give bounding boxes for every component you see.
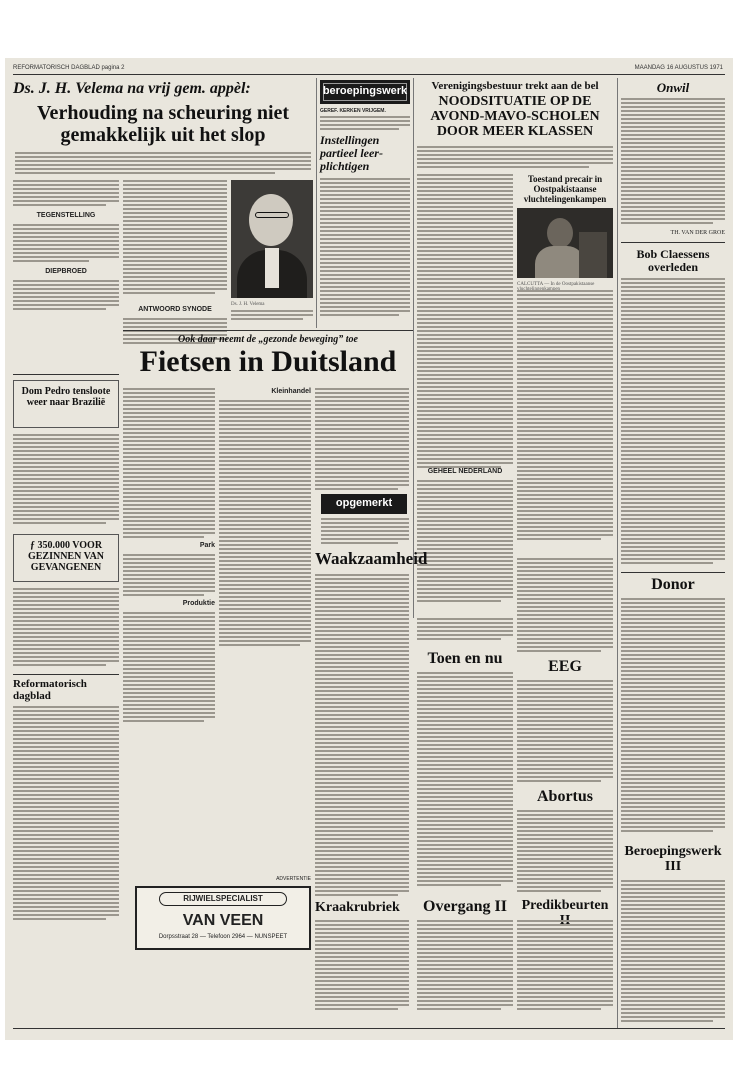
mavo-continued xyxy=(417,618,513,642)
newspaper-page xyxy=(5,58,733,1040)
velema-body-col2 xyxy=(123,180,227,296)
column5-top-text xyxy=(517,558,613,654)
fietsen-subheading-produktie: Produktie xyxy=(182,600,215,607)
dompedro-body xyxy=(13,434,119,526)
velema-kicker: Ds. J. H. Velema na vrij gem. appèl: xyxy=(13,80,251,97)
colophon-title: Reformatorisch dagblad xyxy=(13,678,87,702)
fietsen-body-col2 xyxy=(219,400,311,648)
velema-headline: Verhouding na scheuring niet gemakkelijk uit het slop xyxy=(36,102,290,146)
kraakrubriek-headline: Kraakrubriek xyxy=(315,900,400,915)
toenennu-body xyxy=(417,672,513,888)
mavo-body-col1 xyxy=(417,174,513,470)
onwil-body xyxy=(621,98,725,226)
velema-bottom-rule xyxy=(13,374,119,375)
claessens-headline: Bob Claessens overleden xyxy=(636,247,710,274)
velema-caption: Ds. J. H. Velema xyxy=(231,302,265,307)
header-rule xyxy=(13,74,725,75)
velema-subheading-antwoord: ANTWOORD SYNODE xyxy=(138,306,212,313)
mavo-body-col1b xyxy=(417,480,513,604)
oostpakistan-body xyxy=(517,290,613,542)
predikbeurten-headline: Predikbeurten xyxy=(521,898,609,913)
overgang-body xyxy=(417,920,513,1012)
eeg-body xyxy=(517,680,613,784)
dompedro-headline: Dom Pedro tensloote weer naar Brazilië xyxy=(21,386,111,408)
beroepingswerk-body xyxy=(320,178,410,318)
page-header-left: REFORMATORISCH DAGBLAD pagina 2 xyxy=(13,65,125,71)
opgemerkt-logo-text: opgemerkt xyxy=(335,497,393,509)
abortus-body xyxy=(517,810,613,894)
kraakrubriek-body xyxy=(315,920,409,1012)
donor-body xyxy=(621,598,725,834)
fietsen-body-col1c xyxy=(123,612,215,724)
fietsen-body-col1b xyxy=(123,554,215,598)
velema-body-col1c xyxy=(13,280,119,312)
fietsen-kicker: Ook daar neemt de „gezonde beweging” toe xyxy=(178,334,358,345)
toenennu-headline: Toen en nu xyxy=(427,650,503,667)
onwil-rule xyxy=(621,242,725,243)
beroepingswerk3-headline: Beroepingswerk III xyxy=(624,844,722,874)
onwil-title: Onwil xyxy=(656,80,690,95)
mavo-intro xyxy=(417,146,613,170)
gezinnen-headline: ƒ 350.000 VOOR GEZINNEN VAN GEVANGENEN xyxy=(27,540,105,573)
column-divider-3 xyxy=(617,78,618,1028)
velema-body-col1 xyxy=(13,180,119,208)
colophon-rule xyxy=(13,674,119,675)
fietsen-body-col1 xyxy=(123,388,215,540)
velema-caption-text xyxy=(231,310,313,322)
gezinnen-body xyxy=(13,588,119,668)
beroepingswerk-title: Instellingen partieel leer-plichtigen xyxy=(320,133,383,173)
oostpakistan-caption: CALCUTTA — In de Oostpakistaanse xyxy=(517,282,595,287)
opgemerkt-intro xyxy=(321,518,409,546)
van-veen-ad xyxy=(135,886,311,950)
advertisement-label: ADVERTENTIE xyxy=(276,876,311,882)
velema-body-col1b xyxy=(13,224,119,264)
velema-subheading-tegenstelling: TEGENSTELLING xyxy=(36,212,96,219)
overgang-headline: Overgang II xyxy=(423,898,507,915)
mavo-kicker: Verenigingsbestuur trekt aan de bel xyxy=(431,80,599,92)
page-bottom-rule xyxy=(13,1028,725,1029)
fietsen-headline: Fietsen in Duitsland xyxy=(139,345,397,378)
beroepingswerk3-body xyxy=(621,880,725,1024)
abortus-headline: Abortus xyxy=(536,788,593,805)
colophon-body xyxy=(13,706,119,922)
velema-portrait xyxy=(231,180,313,298)
opgemerkt-logo xyxy=(321,494,407,514)
fietsen-top-rule xyxy=(123,330,413,331)
ad-address: Dorpsstraat 28 — Telefoon 2964 — NUNSPEET xyxy=(158,934,288,940)
beroepingswerk-logo xyxy=(320,80,410,104)
fietsen-body-col3 xyxy=(315,388,409,492)
oostpakistan-photo xyxy=(517,208,613,278)
beroepingswerk-list xyxy=(320,116,410,132)
fietsen-subheading-kleinhandel: Kleinhandel xyxy=(271,388,311,395)
predikbeurten-body xyxy=(517,920,613,1012)
column-divider-2 xyxy=(413,78,414,618)
beroepingswerk-logo-text: beroepingswerk xyxy=(322,85,408,97)
donor-headline: Donor xyxy=(651,576,695,593)
velema-intro-text xyxy=(15,152,311,176)
velema-subheading-diepbroed: DIEPBROED xyxy=(45,268,87,275)
column-divider-1 xyxy=(316,78,317,328)
waakzaamheid-headline: Waakzaamheid xyxy=(315,549,428,568)
mavo-subheading: GEHEEL NEDERLAND xyxy=(427,468,503,475)
ad-name: VAN VEEN xyxy=(182,912,264,929)
claessens-body xyxy=(621,278,725,566)
oostpakistan-headline: Toestand precair in Oostpakistaanse vluchtelingenkampen xyxy=(523,174,607,204)
onwil-signature: TH. VAN DER GROE xyxy=(670,230,725,236)
fietsen-subheading-park: Park xyxy=(199,542,215,549)
eeg-rule-top xyxy=(621,572,725,573)
ad-badge: RIJWIELSPECIALIST xyxy=(159,892,287,906)
mavo-headline: NOODSITUATIE OP DE AVOND-MAVO-SCHOLEN DOOR MEER KLASSEN xyxy=(430,94,600,139)
waakzaamheid-body xyxy=(315,574,409,898)
beroepingswerk-section: GEREF. KERKEN VRIJGEM. xyxy=(320,108,386,114)
eeg-headline: EEG xyxy=(548,658,582,675)
page-header-right: MAANDAG 16 AUGUSTUS 1971 xyxy=(634,65,723,71)
